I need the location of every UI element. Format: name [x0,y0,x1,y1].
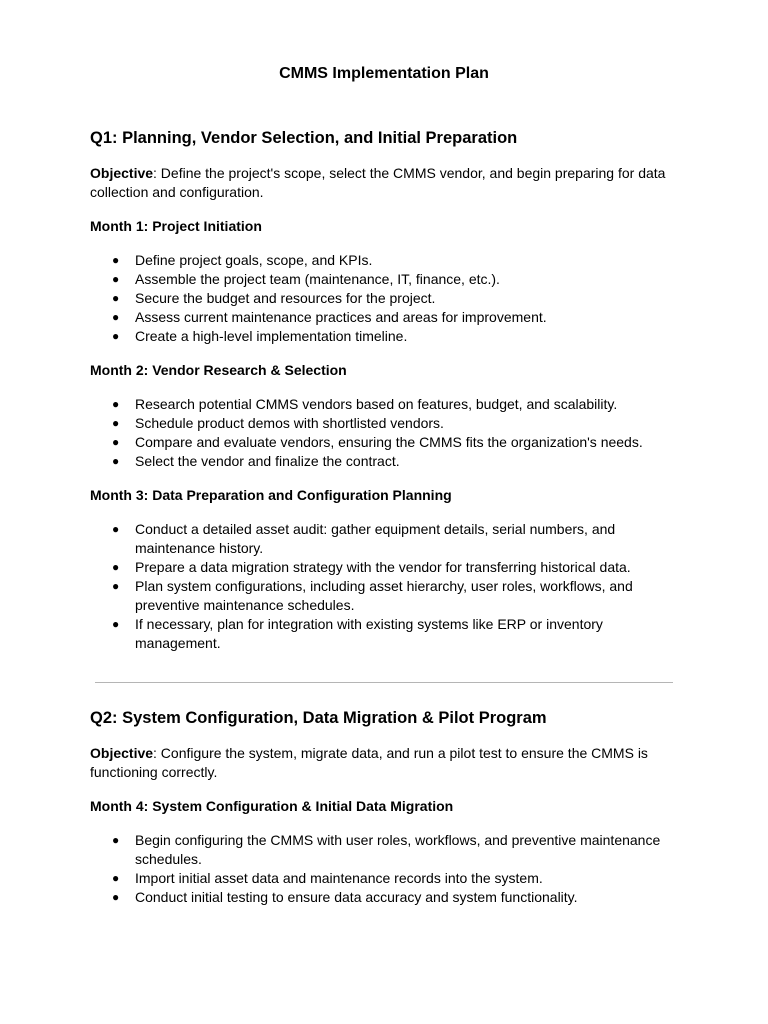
list-item [90,831,678,869]
section-divider [95,682,673,683]
bullet-icon: ● [112,435,120,449]
list-item-text: If necessary, plan for integration with existing systems like ERP or inventory management. [135,616,603,651]
bullet-icon: ● [112,833,120,847]
bullet-icon: ● [112,329,120,343]
list-item-text: Begin configuring the CMMS with user roles, workflows, and preventive maintenance schedules. [135,832,661,867]
list-item-text: Schedule product demos with shortlisted vendors. [135,415,444,431]
q2-objective-text: : Configure the system, migrate data, and run a pilot test to ensure the CMMS is functioning correctly. [90,745,648,780]
month-1-list [90,251,678,346]
list-item-text: Select the vendor and finalize the contract. [135,453,400,469]
list-item-text: Create a high-level implementation timeline. [135,328,408,344]
list-item [90,615,678,653]
bullet-icon: ● [112,617,120,631]
bullet-icon: ● [112,416,120,430]
month-2-heading: Month 2: Vendor Research & Selection [90,362,347,378]
list-item [90,414,678,433]
bullet-icon: ● [112,397,120,411]
list-item [90,270,678,289]
bullet-icon: ● [112,291,120,305]
list-item [90,452,678,471]
list-item-text: Conduct initial testing to ensure data accuracy and system functionality. [135,889,578,905]
list-item [90,433,678,452]
bullet-icon: ● [112,454,120,468]
q2-objective [90,744,678,782]
q2-objective-label: Objective [90,745,154,761]
list-item-text: Plan system configurations, including asset hierarchy, user roles, workflows, and preventive maintenance schedules. [135,578,633,613]
list-item-text: Compare and evaluate vendors, ensuring the CMMS fits the organization's needs. [135,434,643,450]
q1-objective-text: : Define the project's scope, select the CMMS vendor, and begin preparing for data collection and configuration. [90,165,666,200]
list-item-text: Conduct a detailed asset audit: gather equipment details, serial numbers, and maintenance history. [135,521,616,556]
q1-objective-label: Objective [90,165,154,181]
list-item [90,888,678,907]
month-3-heading: Month 3: Data Preparation and Configuration Planning [90,487,452,503]
q2-heading: Q2: System Configuration, Data Migration & Pilot Program [90,709,547,727]
list-item-text: Assess current maintenance practices and areas for improvement. [135,309,547,325]
bullet-icon: ● [112,253,120,267]
bullet-icon: ● [112,890,120,904]
list-item-text: Prepare a data migration strategy with the vendor for transferring historical data. [135,559,631,575]
bullet-icon: ● [112,522,120,536]
list-item-text: Import initial asset data and maintenance records into the system. [135,870,543,886]
list-item [90,308,678,327]
q1-objective [90,164,678,202]
bullet-icon: ● [112,579,120,593]
list-item [90,395,678,414]
bullet-icon: ● [112,560,120,574]
month-4-heading: Month 4: System Configuration & Initial Data Migration [90,798,454,814]
month-1-heading: Month 1: Project Initiation [90,218,262,234]
q1-section [90,127,678,653]
document-title: CMMS Implementation Plan [279,65,489,82]
month-3-list [90,520,678,653]
bullet-icon: ● [112,871,120,885]
list-item [90,520,678,558]
list-item [90,327,678,346]
list-item [90,869,678,888]
list-item [90,251,678,270]
q1-heading: Q1: Planning, Vendor Selection, and Initial Preparation [90,129,518,147]
list-item-text: Define project goals, scope, and KPIs. [135,252,373,268]
bullet-icon: ● [112,310,120,324]
list-item-text: Secure the budget and resources for the project. [135,290,436,306]
list-item [90,577,678,615]
q2-section [90,707,678,907]
list-item-text: Research potential CMMS vendors based on features, budget, and scalability. [135,396,618,412]
list-item [90,289,678,308]
list-item-text: Assemble the project team (maintenance, IT, finance, etc.). [135,271,500,287]
list-item [90,558,678,577]
month-2-list [90,395,678,471]
bullet-icon: ● [112,272,120,286]
month-4-list [90,831,678,907]
